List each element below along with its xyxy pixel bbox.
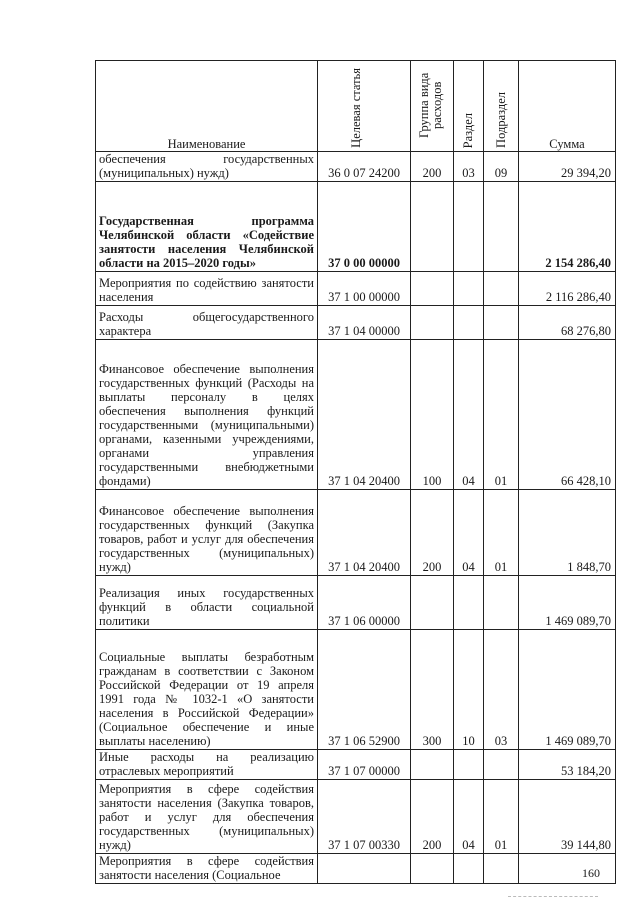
row-subsection-cell: 03 xyxy=(484,630,519,750)
row-amount-cell: 29 394,20 xyxy=(519,152,616,182)
row-amount-cell: 53 184,20 xyxy=(519,750,616,780)
row-amount-cell: 2 154 286,40 xyxy=(519,182,616,272)
row-code-cell: 37 1 06 00000 xyxy=(318,576,411,630)
row-amount-cell: 1 469 089,70 xyxy=(519,576,616,630)
row-section-cell xyxy=(454,306,484,340)
table-row xyxy=(96,750,616,780)
row-group-cell: 200 xyxy=(411,152,454,182)
row-section-cell xyxy=(454,576,484,630)
row-code-cell: 37 1 07 00000 xyxy=(318,750,411,780)
table-row xyxy=(96,780,616,854)
row-amount-cell xyxy=(519,854,616,884)
row-subsection-cell: 01 xyxy=(484,340,519,490)
table-row xyxy=(96,272,616,306)
row-name-cell: Государственная программа Челябинской области «Содействие занятости населения Челябинской области на 2015–2020 годы» xyxy=(96,182,318,272)
table-row xyxy=(96,854,616,884)
table-row xyxy=(96,630,616,750)
row-subsection-cell: 01 xyxy=(484,780,519,854)
row-subsection-cell xyxy=(484,750,519,780)
table-row xyxy=(96,576,616,630)
row-name-cell: Финансовое обеспечение выполнения государственных функций (Расходы на выплаты персоналу в целях обеспечения выполнения функций государственными (муниципальными) органами, казенными учреждениями, органами управления государственными внебюджетными фондами) xyxy=(96,340,318,490)
row-code-cell: 37 1 04 20400 xyxy=(318,490,411,576)
row-name-cell: Реализация иных государственных функций в области социальной политики xyxy=(96,576,318,630)
table-body xyxy=(96,152,616,884)
row-section-cell xyxy=(454,272,484,306)
row-section-cell: 10 xyxy=(454,630,484,750)
row-subsection-cell xyxy=(484,576,519,630)
row-name-cell: обеспечения государственных (муниципальных) нужд) xyxy=(96,152,318,182)
row-group-cell xyxy=(411,272,454,306)
row-amount-cell: 2 116 286,40 xyxy=(519,272,616,306)
row-code-cell: 37 0 00 00000 xyxy=(318,182,411,272)
row-subsection-cell xyxy=(484,182,519,272)
row-subsection-cell xyxy=(484,854,519,884)
row-code-cell: 37 1 04 20400 xyxy=(318,340,411,490)
row-code-cell: 37 1 04 00000 xyxy=(318,306,411,340)
row-group-cell: 300 xyxy=(411,630,454,750)
row-section-cell xyxy=(454,182,484,272)
row-name-cell: Иные расходы на реализацию отраслевых мероприятий xyxy=(96,750,318,780)
row-amount-cell: 1 848,70 xyxy=(519,490,616,576)
row-amount-cell: 68 276,80 xyxy=(519,306,616,340)
row-group-cell xyxy=(411,576,454,630)
row-section-cell: 04 xyxy=(454,490,484,576)
row-group-cell: 200 xyxy=(411,780,454,854)
row-code-cell: 37 1 06 52900 xyxy=(318,630,411,750)
table-row xyxy=(96,340,616,490)
row-section-cell: 04 xyxy=(454,340,484,490)
row-group-cell xyxy=(411,306,454,340)
row-name-cell: Мероприятия в сфере содействия занятости населения (Закупка товаров, работ и услуг для обеспечения государственных (муниципальных) нужд) xyxy=(96,780,318,854)
table-header xyxy=(96,61,616,152)
table-row xyxy=(96,152,616,182)
row-code-cell: 37 1 00 00000 xyxy=(318,272,411,306)
row-code-cell: 36 0 07 24200 xyxy=(318,152,411,182)
row-subsection-cell xyxy=(484,306,519,340)
row-name-cell: Социальные выплаты безработным гражданам в соответствии с Законом Российской Федерации от 19 апреля 1991 года № 1032-1 «О занятости населения в Российской Федерации» (Социальное обеспечение и иные выплаты населению) xyxy=(96,630,318,750)
row-name-cell: Мероприятия в сфере содействия занятости населения (Социальное xyxy=(96,854,318,884)
row-name-cell: Мероприятия по содействию занятости населения xyxy=(96,272,318,306)
row-name-cell: Финансовое обеспечение выполнения государственных функций (Закупка товаров, работ и услуг для обеспечения государственных (муниципальных) нужд) xyxy=(96,490,318,576)
header-section: Раздел xyxy=(454,61,484,152)
row-section-cell: 03 xyxy=(454,152,484,182)
footer-rule xyxy=(508,896,598,897)
header-amount: Сумма xyxy=(519,61,616,152)
row-name-cell: Расходы общегосударственного характера xyxy=(96,306,318,340)
row-section-cell xyxy=(454,750,484,780)
header-expense-group: Группа вида расходов xyxy=(411,61,454,152)
header-target-article: Целевая статья xyxy=(318,61,411,152)
row-subsection-cell: 01 xyxy=(484,490,519,576)
header-name: Наименование xyxy=(96,61,318,152)
row-group-cell: 200 xyxy=(411,490,454,576)
row-amount-cell: 39 144,80 xyxy=(519,780,616,854)
table-row xyxy=(96,306,616,340)
row-subsection-cell: 09 xyxy=(484,152,519,182)
row-section-cell xyxy=(454,854,484,884)
row-amount-cell: 66 428,10 xyxy=(519,340,616,490)
row-group-cell: 100 xyxy=(411,340,454,490)
page-number: 160 xyxy=(582,866,600,880)
row-group-cell xyxy=(411,854,454,884)
row-section-cell: 04 xyxy=(454,780,484,854)
row-subsection-cell xyxy=(484,272,519,306)
table-row xyxy=(96,490,616,576)
row-group-cell xyxy=(411,182,454,272)
budget-table xyxy=(95,60,616,884)
row-code-cell xyxy=(318,854,411,884)
row-code-cell: 37 1 07 00330 xyxy=(318,780,411,854)
table-row xyxy=(96,182,616,272)
row-amount-cell: 1 469 089,70 xyxy=(519,630,616,750)
row-group-cell xyxy=(411,750,454,780)
header-subsection: Подраздел xyxy=(484,61,519,152)
